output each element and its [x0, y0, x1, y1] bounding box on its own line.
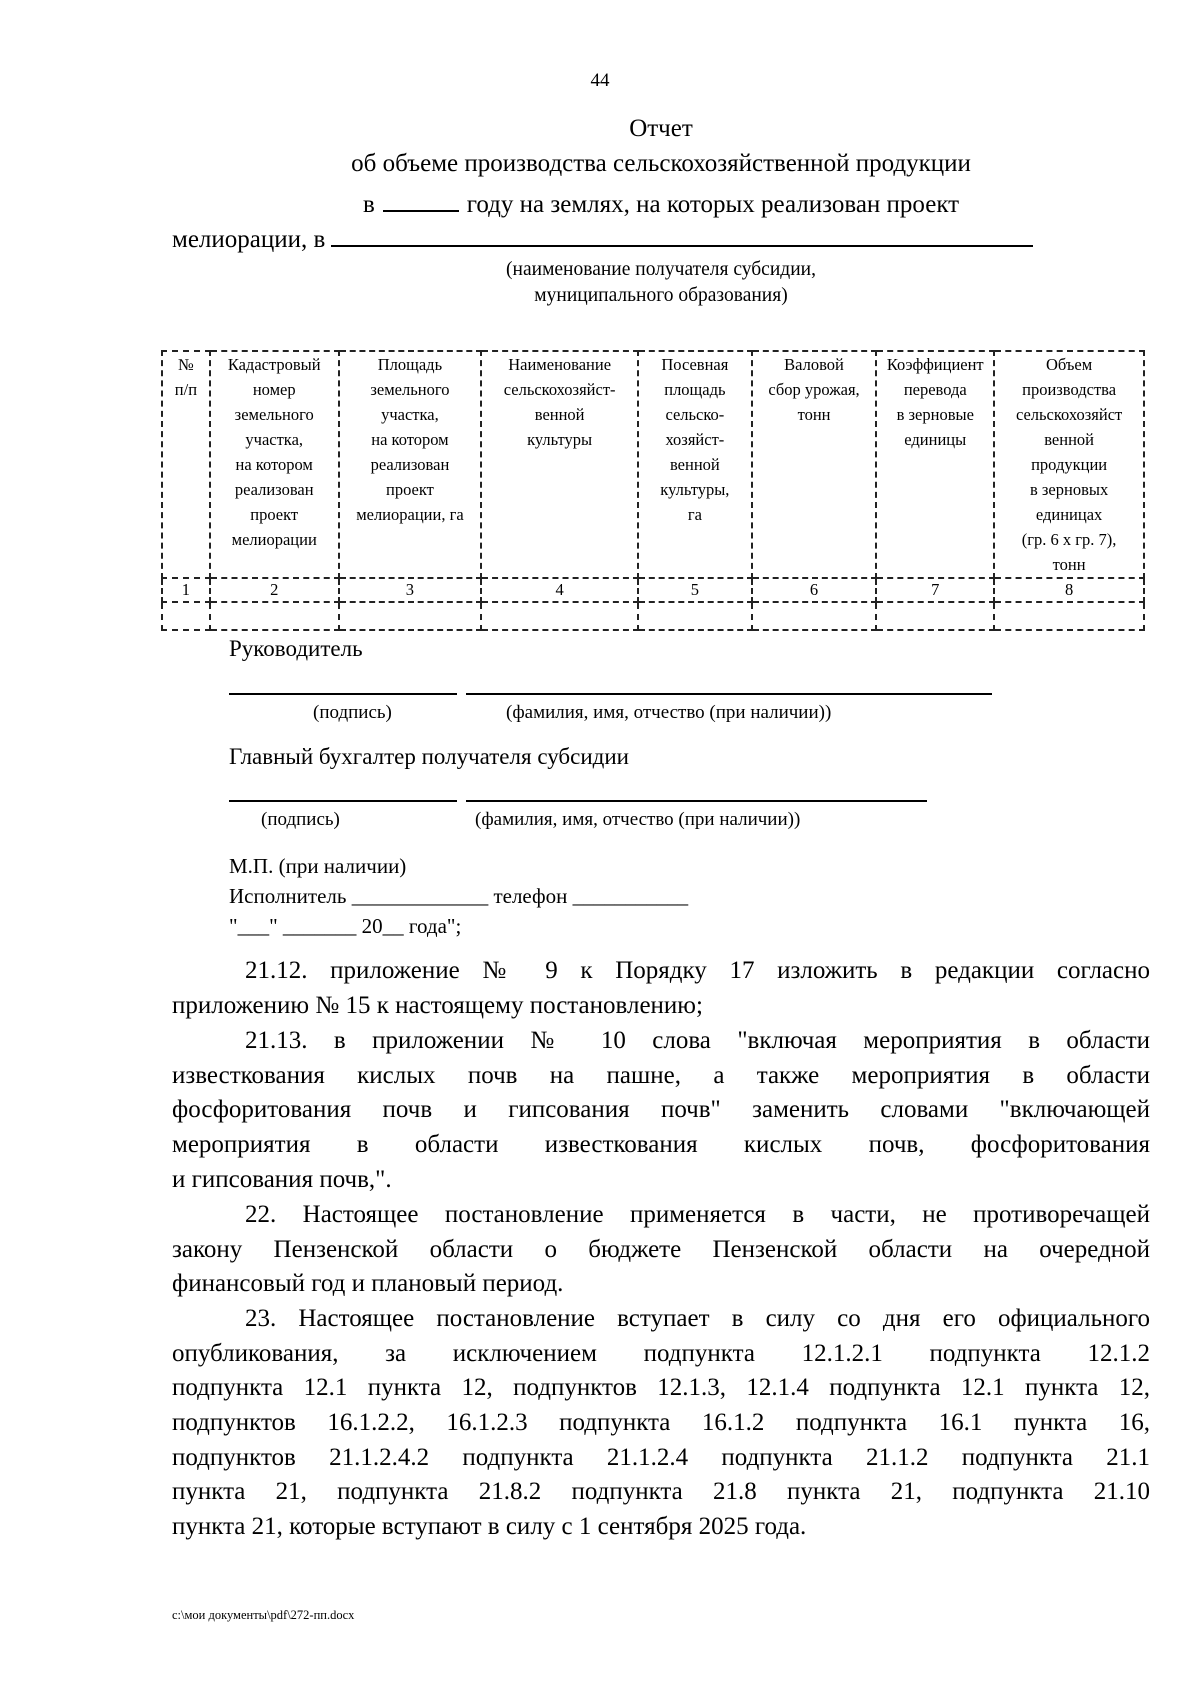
paragraph-line: подпунктов 16.1.2.2, 16.1.2.3 подпункта 16.1.2 подпункта 16.1 пункта 16,	[172, 1409, 1150, 1437]
paragraph-line: известкования кислых почв на пашне, а также мероприятия в области	[172, 1061, 1150, 1089]
page-number: 44	[590, 70, 610, 91]
column-number: 1	[162, 578, 210, 602]
paragraph-line: подпунктов 21.1.2.4.2 подпункта 21.1.2.4 подпункта 21.1.2 подпункта 21.1	[172, 1443, 1150, 1471]
header-line: единицах	[1035, 505, 1103, 524]
paragraph-line: фосфоритования почв и гипсования почв" заменить словами "включающей	[172, 1096, 1150, 1124]
paragraph-line: пункта 21, подпункта 21.8.2 подпункта 21.8 пункта 21, подпункта 21.10	[172, 1478, 1150, 1506]
header-line: п/п	[174, 380, 198, 399]
header-line: культуры,	[660, 480, 730, 499]
column-number: 5	[638, 578, 752, 602]
acc-sign-caption: (подпись)	[261, 809, 340, 830]
header-cell	[752, 351, 877, 578]
paragraph-22	[172, 1198, 1150, 1302]
column-number: 2	[210, 578, 339, 602]
header-line: №	[178, 355, 194, 374]
acc-name-line	[466, 800, 927, 802]
column-number: 4	[481, 578, 638, 602]
header-line: хозяйст-	[665, 430, 725, 449]
header-line: тонн	[1052, 555, 1086, 574]
report-table	[161, 350, 1145, 631]
empty-cell	[876, 602, 994, 630]
header-line: проект	[250, 505, 299, 524]
recipient-line	[172, 221, 1033, 254]
head-sign-caption: (подпись)	[313, 702, 392, 723]
head-label: Руководитель	[229, 636, 363, 661]
paragraph-23	[172, 1302, 1150, 1545]
head-name-line	[466, 693, 992, 695]
header-cell	[638, 351, 752, 578]
header-line: реализован	[234, 480, 314, 499]
header-line: Коэффициент	[886, 355, 984, 374]
header-line: венной	[534, 405, 585, 424]
recipient-caption-1: (наименование получателя субсидии,	[506, 259, 816, 280]
paragraph-line: 22. Настоящее постановление применяется в части, не противоречащей	[245, 1201, 1150, 1228]
accountant-label: Главный бухгалтер получателя субсидии	[229, 744, 629, 769]
header-line: площадь	[664, 380, 726, 399]
header-line: земельного	[370, 380, 450, 399]
year-blank	[383, 186, 459, 212]
header-cell	[210, 351, 339, 578]
header-line: в зерновые	[896, 405, 974, 424]
report-title: Отчет	[629, 115, 693, 142]
header-line: проект	[385, 480, 434, 499]
paragraph-line: опубликования, за исключением подпункта 12.1.2.1 подпункта 12.1.2	[172, 1339, 1150, 1367]
empty-cell	[210, 602, 339, 630]
header-line: продукции	[1031, 455, 1108, 474]
column-number: 8	[994, 578, 1144, 602]
date-line: "___" _______ 20__ года";	[229, 914, 462, 938]
header-line: сельско-	[665, 405, 725, 424]
year-prefix: в	[362, 191, 375, 218]
column-number: 6	[752, 578, 877, 602]
paragraph-line: мероприятия в области известкования кислых почв, фосфоритования	[172, 1131, 1150, 1159]
header-line: на котором	[371, 430, 449, 449]
header-line: Кадастровый	[227, 355, 321, 374]
stamp-note: М.П. (при наличии)	[229, 854, 407, 878]
paragraph-line: закону Пензенской области о бюджете Пензенской области на очередной	[172, 1235, 1150, 1263]
paragraph-line: финансовый год и плановый период.	[172, 1270, 564, 1298]
header-line: в зерновых	[1029, 480, 1109, 499]
header-line: мелиорации	[231, 530, 317, 549]
paragraph-line: приложению № 15 к настоящему постановлению;	[172, 991, 703, 1019]
column-number-row	[162, 578, 1144, 602]
header-line: мелиорации, га	[356, 505, 464, 524]
file-path-footer: c:\мои документы\pdf\272-пп.docx	[172, 1608, 355, 1622]
header-line: венной	[669, 455, 720, 474]
acc-name-caption: (фамилия, имя, отчество (при наличии))	[475, 809, 801, 830]
header-line: участка,	[245, 430, 304, 449]
header-line: на котором	[235, 455, 313, 474]
paragraph-line: пункта 21, которые вступают в силу с 1 сентября 2025 года.	[172, 1513, 807, 1541]
paragraph-line: 21.13. в приложении № 10 слова "включая мероприятия в области	[245, 1027, 1150, 1054]
executor-line: Исполнитель _____________ телефон ___________	[229, 884, 689, 908]
header-line: единицы	[904, 430, 967, 449]
header-line: участка,	[381, 405, 439, 424]
header-line: реализован	[370, 455, 450, 474]
header-line: венной	[1044, 430, 1094, 449]
header-line: Наименование	[508, 355, 612, 374]
header-line: Посевная	[661, 355, 729, 374]
paragraph-21-12	[172, 954, 1150, 1023]
empty-cell	[994, 602, 1144, 630]
header-line: Валовой	[784, 355, 844, 374]
header-line: номер	[252, 380, 296, 399]
paragraph-21-13	[172, 1024, 1150, 1197]
paragraph-line: 21.12. приложение № 9 к Порядку 17 изложить в редакции согласно	[245, 957, 1150, 984]
empty-cell	[752, 602, 877, 630]
recipient-caption-2: муниципального образования)	[534, 285, 788, 306]
report-year-line	[61, 186, 1200, 219]
header-cell	[481, 351, 638, 578]
header-line: (гр. 6 х гр. 7),	[1021, 530, 1117, 549]
head-sign-line	[229, 693, 457, 695]
column-number: 7	[876, 578, 994, 602]
header-cell	[162, 351, 210, 578]
header-line: производства	[1022, 380, 1117, 399]
column-number: 3	[339, 578, 482, 602]
header-cell	[994, 351, 1144, 578]
paragraph-line: подпункта 12.1 пункта 12, подпунктов 12.1.3, 12.1.4 подпункта 12.1 пункта 12,	[172, 1374, 1150, 1402]
header-line: тонн	[797, 405, 831, 424]
header-line: перевода	[903, 380, 967, 399]
empty-cell	[162, 602, 210, 630]
header-line: земельного	[234, 405, 314, 424]
empty-cell	[638, 602, 752, 630]
report-subtitle-line: об объеме производства сельскохозяйственной продукции	[351, 150, 971, 177]
header-line: сельскохозяйст-	[503, 380, 616, 399]
header-cell	[876, 351, 994, 578]
header-cell	[339, 351, 482, 578]
header-line: сбор урожая,	[768, 380, 860, 399]
header-line: Площадь	[377, 355, 443, 374]
header-line: Объем	[1046, 355, 1093, 374]
empty-cell	[481, 602, 638, 630]
year-suffix: году на землях, на которых реализован проект	[466, 191, 960, 218]
table-header-row	[162, 351, 1144, 578]
recipient-blank	[331, 221, 1033, 247]
header-line: культуры	[527, 430, 593, 449]
paragraph-line: 23. Настоящее постановление вступает в силу со дня его официального	[245, 1305, 1150, 1332]
empty-cell	[339, 602, 482, 630]
head-name-caption: (фамилия, имя, отчество (при наличии))	[506, 702, 832, 723]
recipient-prefix: мелиорации, в	[172, 226, 326, 253]
paragraph-line: и гипсования почв,".	[172, 1165, 392, 1193]
header-line: га	[687, 505, 702, 524]
acc-sign-line	[229, 800, 457, 802]
header-line: сельскохозяйст	[1015, 405, 1123, 424]
empty-data-row	[162, 602, 1144, 630]
